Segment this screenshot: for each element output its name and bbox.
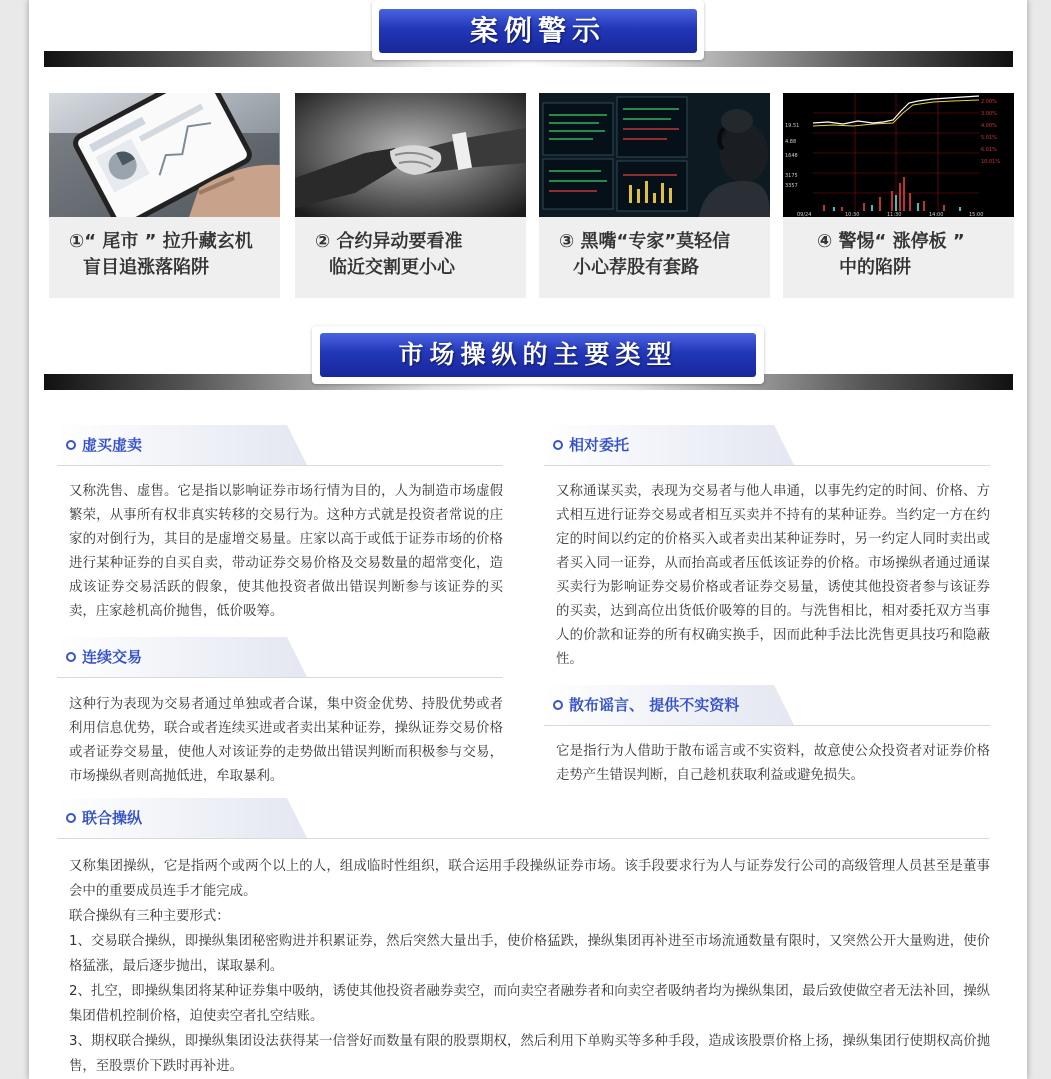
- case-card-4[interactable]: [783, 93, 1014, 298]
- section-header-matched-orders: [544, 425, 990, 466]
- chart-right-label: 4.00%: [981, 123, 997, 129]
- intraday-chart-photo: [783, 93, 1014, 217]
- section-title: 联合操纵: [82, 809, 143, 827]
- handshake-photo: [295, 93, 526, 217]
- section-header-rumors: [544, 685, 990, 726]
- bullet-ring-icon: [553, 440, 563, 450]
- chart-right-label: 10.01%: [981, 159, 1001, 165]
- case-caption-line2: 盲目追涨落陷阱: [83, 257, 209, 278]
- bullet-ring-icon: [66, 440, 76, 450]
- banner-plate: [312, 326, 764, 384]
- types-title: 市场操纵的主要类型: [320, 333, 756, 377]
- section-header-wash-trade: [57, 425, 503, 466]
- joint-manipulation-text: [69, 854, 990, 1079]
- section-title: 散布谣言、 提供不实资料: [569, 696, 740, 714]
- types-banner: [44, 326, 1013, 394]
- chart-left-label: 4.88: [785, 139, 797, 145]
- case-card-2[interactable]: [295, 93, 526, 298]
- chart-time-label: 14:00: [929, 212, 944, 217]
- case-card-3[interactable]: [539, 93, 770, 298]
- case-caption-4: [783, 229, 1014, 281]
- paragraph: 它是指行为人借助于散布谣言或不实资料，故意使公众投资者对证券价格走势产生错误判断，自己趁机获取利益或避免损失。: [556, 744, 990, 783]
- paragraph: 2、扎空，即操纵集团将某种证券集中吸纳，诱使其他投资者融券卖空，而向卖空者融券者和向卖空者吸纳者均为操纵集团，最后致使做空者无法补回，操纵集团借机控制价格，迫使卖空者扎空结账。: [69, 984, 990, 1024]
- paragraph: 又称洗售、虚售。它是指以影响证券市场行情为目的，人为制造市场虚假繁荣，从事所有权非真实转移的交易行为。这种方式就是投资者常说的庄家的对倒行为，其目的是虚增交易量。庄家以高于或低于证券市场的价格进行某种证券的自买自卖，带动证券交易价格及交易数量的超常变化，造成该证券交易活跃的假象，使其他投资者做出错误判断参与该证券的买卖，庄家趁机高价抛售，低价吸筹。: [69, 484, 503, 619]
- chart-right-label: 3.00%: [981, 111, 997, 117]
- case-caption-line2: 中的陷阱: [839, 257, 911, 278]
- chart-left-label: 19.51: [785, 123, 800, 129]
- banner-plate: [372, 0, 704, 60]
- section-header-joint-manipulation: [57, 798, 989, 839]
- chart-time-label: 10:30: [845, 212, 860, 217]
- bullet-ring-icon: [66, 652, 76, 662]
- case-caption-2: [295, 229, 526, 281]
- paragraph: 这种行为表现为交易者通过单独或者合谋，集中资金优势、持股优势或者利用信息优势，联合或者连续买进或者卖出某种证券，操纵证券交易价格或者证券交易量，使他人对该证券的走势做出错误判断而积极参与交易，市场操纵者则高抛低进，牟取暴利。: [69, 697, 503, 784]
- stock-screens-photo: [539, 93, 770, 217]
- bullet-ring-icon: [66, 813, 76, 823]
- chart-left-label: 1648: [785, 153, 798, 159]
- page: [29, 0, 1027, 1079]
- case-caption-line1: ③ 黑嘴“专家”莫轻信: [559, 231, 731, 252]
- bullet-ring-icon: [553, 700, 563, 710]
- case-caption-1: [49, 229, 280, 281]
- paragraph: 又称通谋买卖，表现为交易者与他人串通，以事先约定的时间、价格、方式相互进行证券交易或者相互买卖并不持有的某种证券。当约定一方在约定的时间以约定的价格买入或者卖出某种证券时，另一约定人同时卖出或者买入同一证券，从而抬高或者压低该证券的价格。市场操纵者通过通谋买卖行为影响证券交易价格或者证券交易量，诱使其他投资者参与该证券的买卖，达到高位出货低价吸筹的目的。与洗售相比，相对委托双方当事人的价款和证券的所有权确实换手，因而此种手法比洗售更具技巧和隐蔽性。: [556, 484, 990, 667]
- chart-time-label: 09/24: [797, 212, 812, 217]
- case-caption-line1: ② 合约异动要看准: [315, 231, 463, 252]
- cases-banner: [44, 0, 1013, 68]
- section-header-continuous-trading: [57, 637, 503, 678]
- tablet-analytics-photo: [49, 93, 280, 217]
- matched-orders-text: [556, 480, 990, 672]
- wash-trade-text: [69, 480, 503, 624]
- chart-time-label: 15:00: [969, 212, 984, 217]
- case-caption-line2: 临近交割更小心: [329, 257, 455, 278]
- section-title: 相对委托: [569, 436, 630, 454]
- paragraph: 1、交易联合操纵，即操纵集团秘密购进并积累证券，然后突然大量出手，使价格猛跌，操纵集团再补进至市场流通数量有限时，又突然公开大量购进，使价格猛涨，最后逐步抛出，谋取暴利。: [69, 934, 990, 974]
- chart-time-label: 11:30: [887, 212, 902, 217]
- paragraph: 3、期权联合操纵，即操纵集团设法获得某一信誉好而数量有限的股票期权，然后利用下单购买等多种手段，造成该股票价格上扬，操纵集团行使期权高价抛售，至股票价下跌时再补进。: [69, 1034, 990, 1074]
- chart-right-label: 2.00%: [981, 99, 997, 105]
- section-title: 连续交易: [82, 648, 143, 666]
- section-title: 虚买虚卖: [82, 436, 143, 454]
- case-caption-line1: ④ 警惕“ 涨停板 ”: [817, 231, 965, 252]
- paragraph: 联合操纵有三种主要形式：: [69, 909, 230, 924]
- rumors-text: [556, 740, 990, 788]
- chart-right-label: 6.01%: [981, 147, 997, 153]
- continuous-trading-text: [69, 693, 503, 789]
- chart-left-label: 3175: [785, 173, 798, 179]
- paragraph: 又称集团操纵，它是指两个或两个以上的人，组成临时性组织，联合运用手段操纵证券市场。该手段要求行为人与证券发行公司的高级管理人员甚至是董事会中的重要成员连手才能完成。: [69, 859, 990, 899]
- chart-right-label: 5.01%: [981, 135, 997, 141]
- case-card-1[interactable]: [49, 93, 280, 298]
- chart-left-label: 3357: [785, 183, 798, 189]
- case-caption-3: [539, 229, 770, 281]
- case-caption-line1: ①“ 尾市 ” 拉升藏玄机: [69, 231, 253, 252]
- cases-title: 案例警示: [379, 9, 697, 53]
- case-caption-line2: 小心荐股有套路: [573, 257, 699, 278]
